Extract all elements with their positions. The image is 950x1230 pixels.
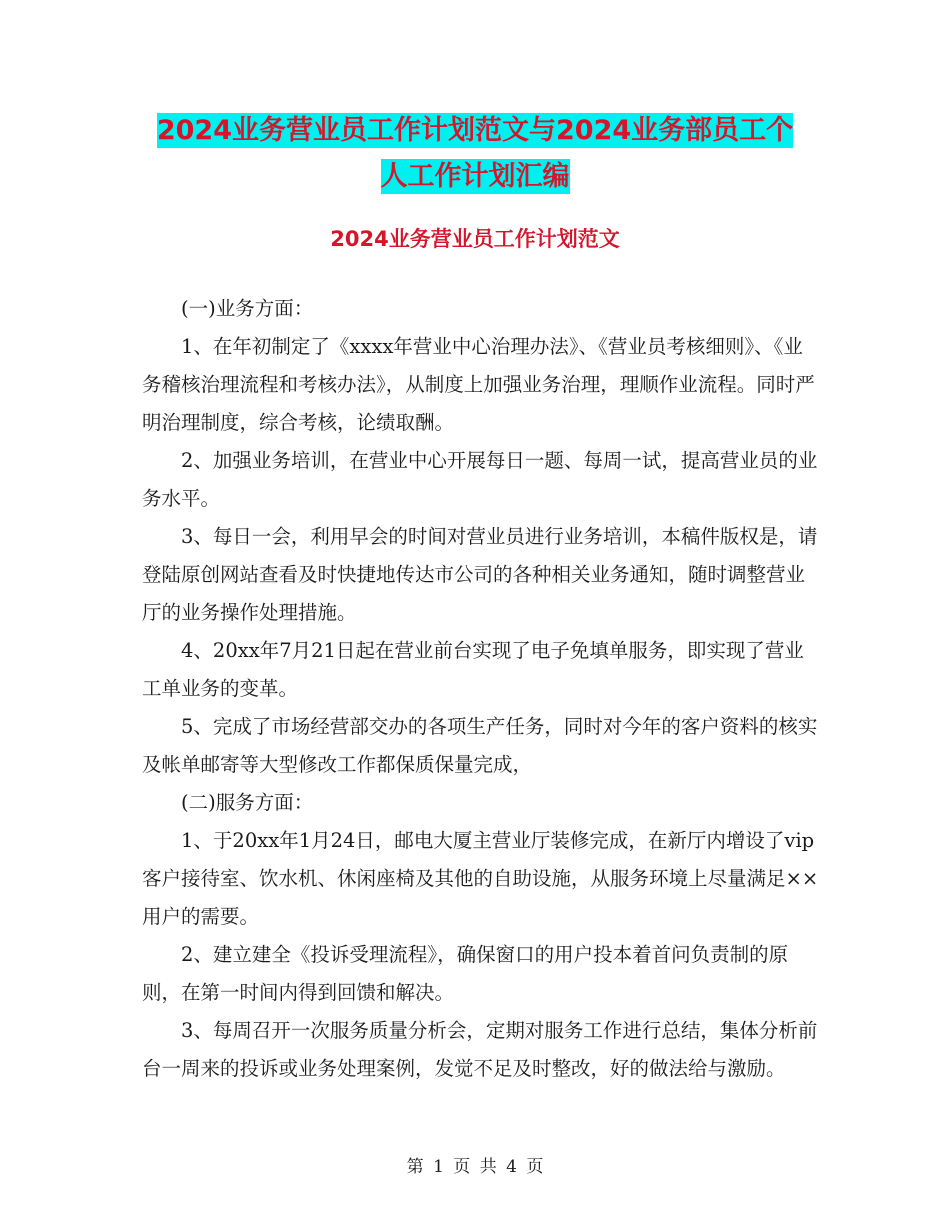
paragraph: 2、建立建全《投诉受理流程》，确保窗口的用户投本着首问负责制的原则，在第一时间内得到回馈和解决。 [142,943,789,1004]
paragraph: 1、于20xx年1月24日，邮电大厦主营业厅装修完成，在新厅内增设了vip客户接待室、饮水机、休闲座椅及其他的自助设施，从服务环境上尽量满足××用户的需要。 [142,829,819,928]
section-title: 2024业务营业员工作计划范文 [330,227,620,251]
paragraph-heading-business: (一)业务方面： [181,297,314,320]
paragraph: 4、20xx年7月21日起在营业前台实现了电子免填单服务，即实现了营业工单业务的变革。 [142,639,804,700]
paragraph: 1、在年初制定了《xxxx年营业中心治理办法》、《营业员考核细则》、《业务稽核治理流程和考核办法》，从制度上加强业务治理，理顺作业流程。同时严明治理制度，综合考核，论绩取酬。 [142,335,815,434]
paragraph: 2、加强业务培训，在营业中心开展每日一题、每周一试，提高营业员的业务水平。 [142,449,818,510]
paragraph: 3、每日一会，利用早会的时间对营业员进行业务培训，本稿件版权是，请登陆原创网站查看及时快捷地传达市公司的各种相关业务通知，随时调整营业厅的业务操作处理措施。 [142,525,818,624]
document-title-text: 2024业务营业员工作计划范文与2024业务部员工个人工作计划汇编 [156,115,794,192]
paragraph-heading-service: (二)服务方面： [181,791,314,814]
paragraph: 3、每周召开一次服务质量分析会，定期对服务工作进行总结，集体分析前台一周来的投诉或业务处理案例，发觉不足及时整改，好的做法给与激励。 [142,1019,818,1080]
paragraph: 5、完成了市场经营部交办的各项生产任务，同时对今年的客户资料的核实及帐单邮寄等大型修改工作都保质保量完成， [142,715,818,776]
document-body [142,290,822,1088]
document-title [150,108,800,200]
page-footer: 第 1 页 共 4 页 [406,1157,544,1177]
